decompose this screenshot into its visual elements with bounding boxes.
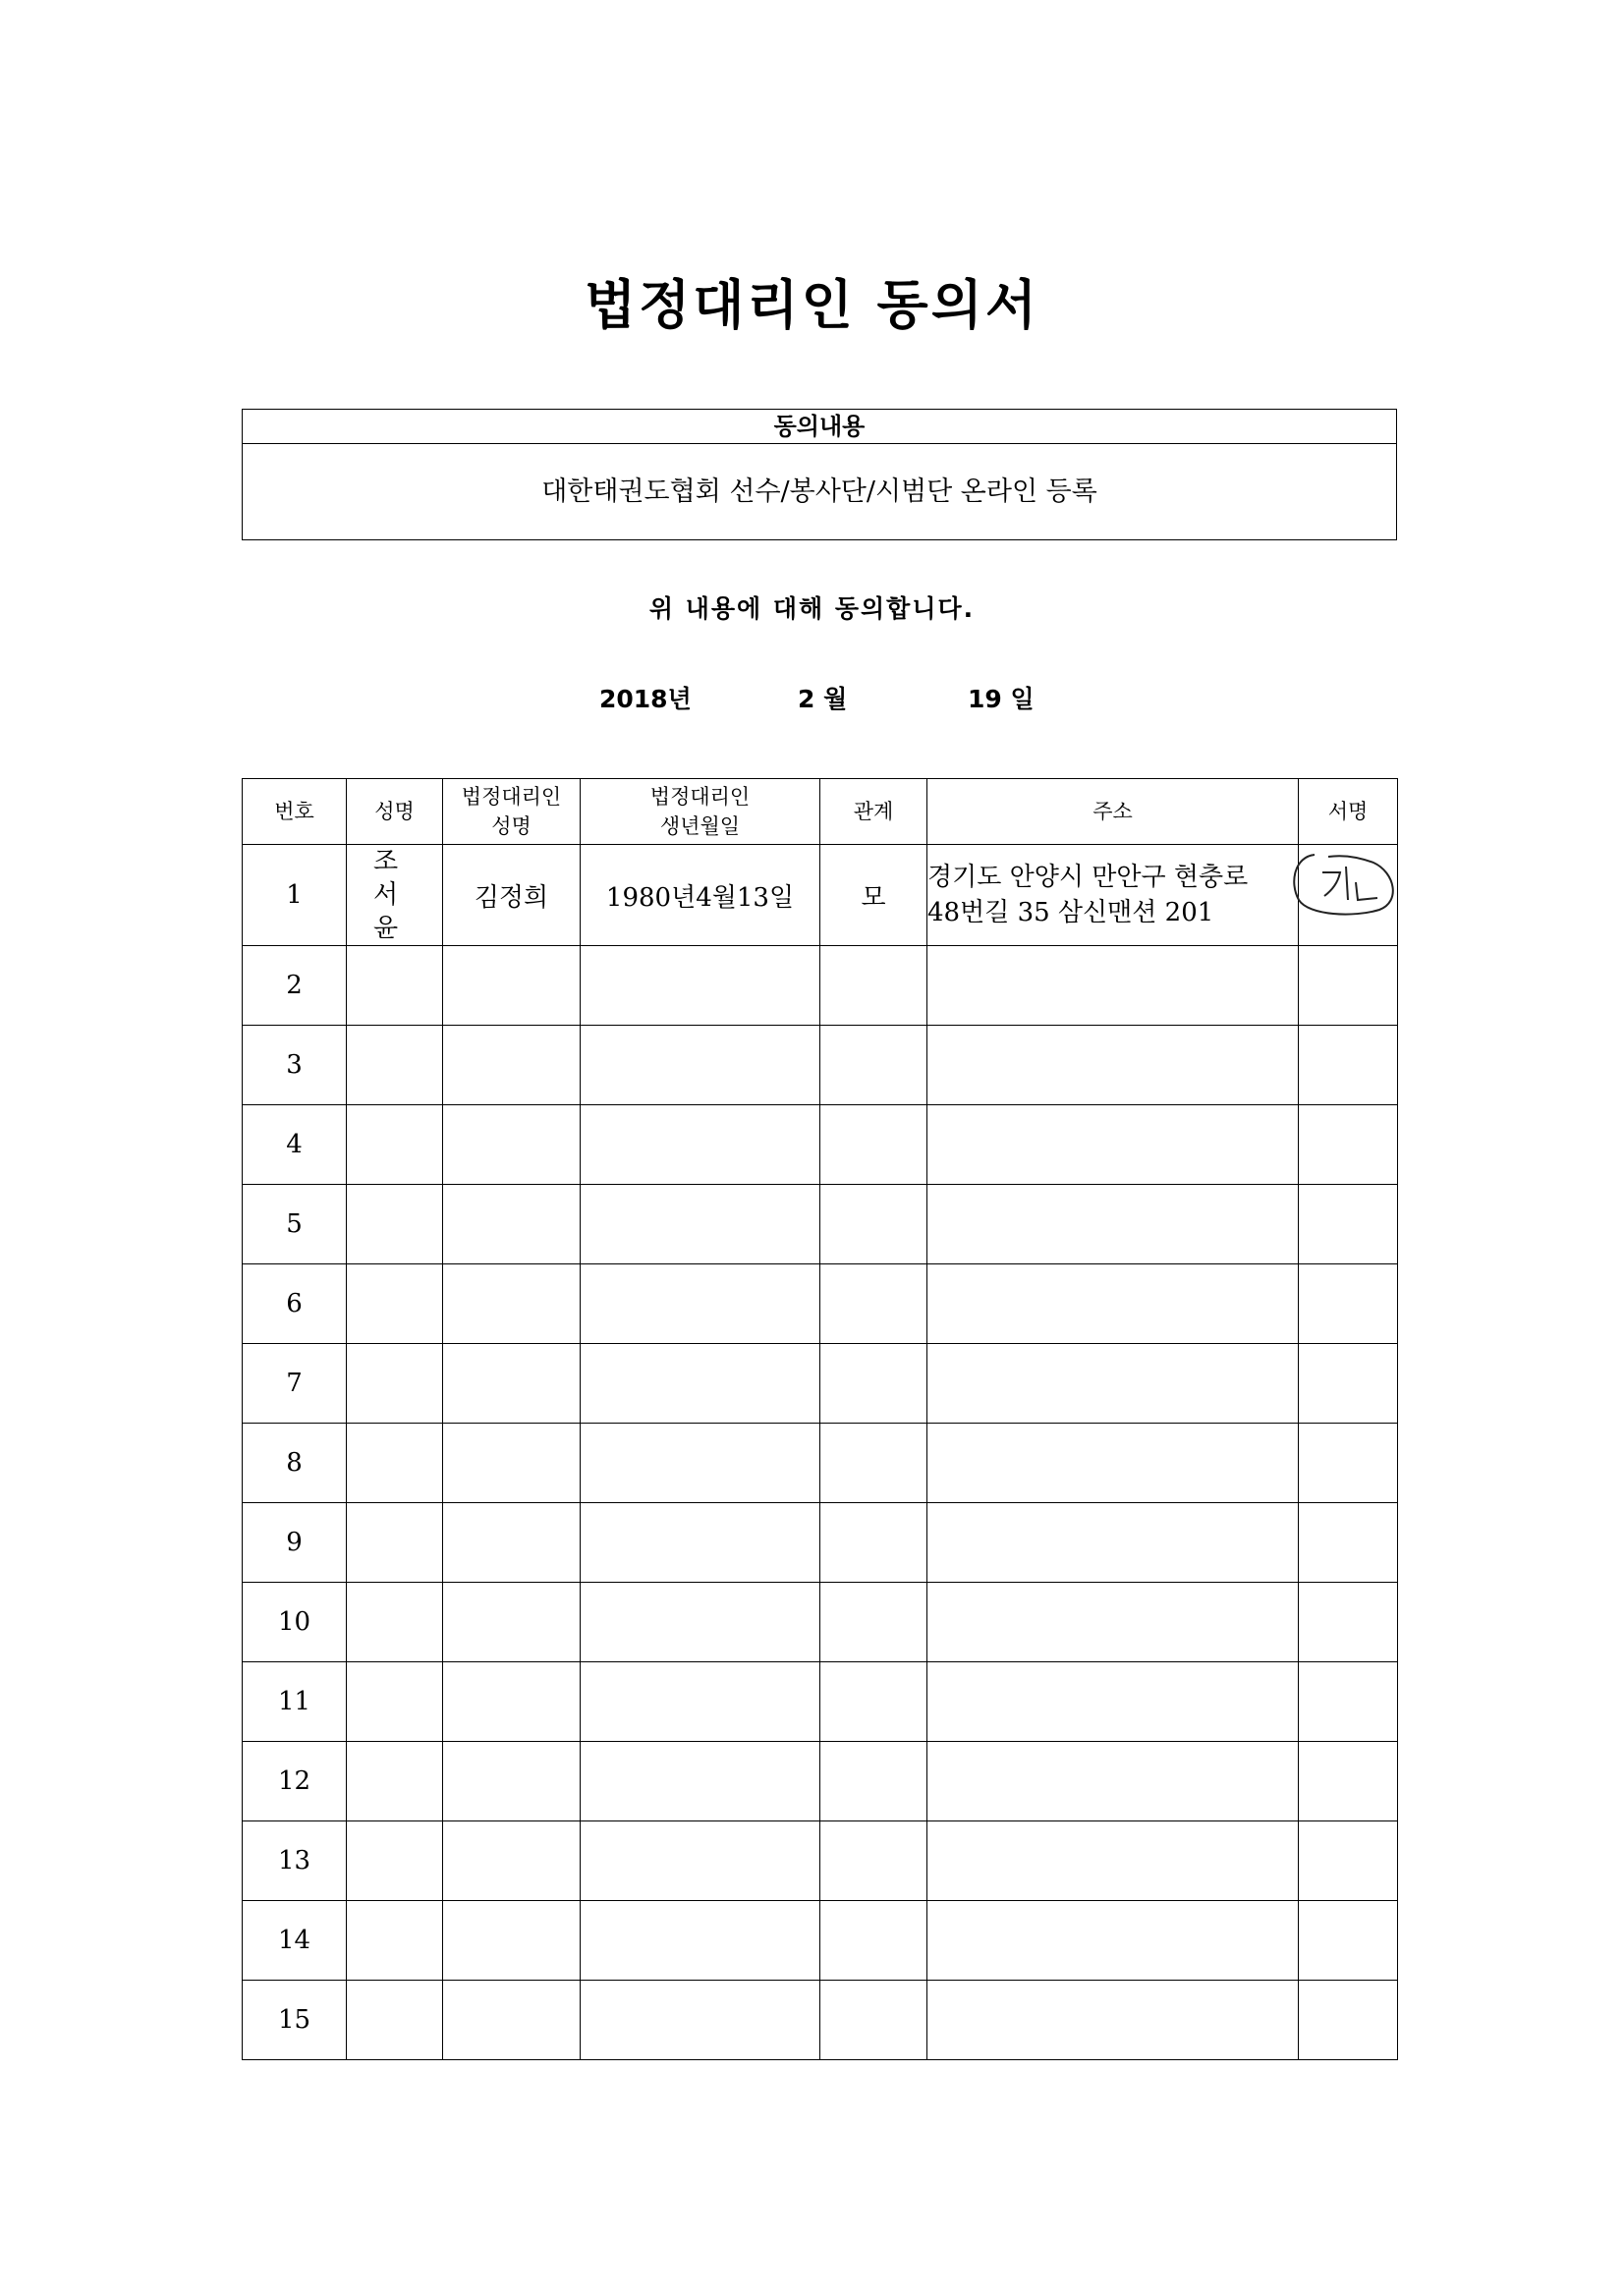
row-address (927, 1026, 1299, 1105)
row-address (927, 1901, 1299, 1981)
row-signature (1299, 1026, 1398, 1105)
row-relation (820, 1662, 927, 1742)
row-relation (820, 1503, 927, 1583)
row-guardian-birth (581, 1185, 820, 1264)
row-guardian-name (443, 1821, 581, 1901)
row-signature (1299, 1583, 1398, 1662)
table-row (243, 1583, 1398, 1662)
table-row (243, 1821, 1398, 1901)
row-guardian-name (443, 1424, 581, 1503)
row-name-line2: 윤 (372, 914, 417, 943)
row-name (347, 1503, 443, 1583)
row-name (347, 1105, 443, 1185)
row-name (347, 1742, 443, 1821)
header-guardian-name-line2: 성명 (491, 814, 532, 838)
table-row (243, 1344, 1398, 1424)
row-relation (820, 1742, 927, 1821)
row-relation (820, 1424, 927, 1503)
row-guardian-name (443, 1344, 581, 1424)
row-name (347, 1662, 443, 1742)
row-name (347, 946, 443, 1026)
row-name (347, 1583, 443, 1662)
header-guardian-name (443, 779, 581, 845)
row-guardian-birth (581, 1901, 820, 1981)
row-guardian-name (443, 946, 581, 1026)
row-signature (1299, 1344, 1398, 1424)
row-guardian-name (443, 1981, 581, 2060)
row-address (927, 1264, 1299, 1344)
row-guardian-birth: 1980년4월13일 (581, 845, 820, 946)
table-row (243, 845, 1398, 946)
row-address (927, 1105, 1299, 1185)
header-no: 번호 (243, 779, 347, 845)
row-number: 3 (243, 1026, 347, 1105)
row-relation (820, 1105, 927, 1185)
row-address (927, 1742, 1299, 1821)
table-row (243, 1026, 1398, 1105)
row-relation (820, 1901, 927, 1981)
row-signature (1299, 1662, 1398, 1742)
row-guardian-birth (581, 1662, 820, 1742)
row-guardian-name (443, 1105, 581, 1185)
row-guardian-name (443, 1264, 581, 1344)
row-address-line1: 경기도 안양시 만안구 현충로 (927, 863, 1249, 892)
row-address (927, 1344, 1299, 1424)
row-number: 8 (243, 1424, 347, 1503)
table-row (243, 1503, 1398, 1583)
row-signature (1299, 1821, 1398, 1901)
header-relation: 관계 (820, 779, 927, 845)
row-number: 13 (243, 1821, 347, 1901)
header-guardian-birth-line1: 법정대리인 (649, 785, 751, 809)
row-signature (1299, 1185, 1398, 1264)
header-address: 주소 (927, 779, 1299, 845)
consent-box (242, 409, 1397, 540)
row-number: 7 (243, 1344, 347, 1424)
row-guardian-name (443, 1026, 581, 1105)
row-relation (820, 1264, 927, 1344)
row-guardian-name (443, 1503, 581, 1583)
row-address (927, 1583, 1299, 1662)
row-relation (820, 1981, 927, 2060)
row-guardian-name (443, 1901, 581, 1981)
row-address-line2: 48번길 35 삼신맨션 201 (927, 898, 1214, 927)
row-number: 11 (243, 1662, 347, 1742)
row-name (347, 845, 443, 946)
row-number: 15 (243, 1981, 347, 2060)
row-guardian-birth (581, 1742, 820, 1821)
row-relation (820, 1821, 927, 1901)
row-name (347, 1821, 443, 1901)
table-row (243, 1105, 1398, 1185)
row-name (347, 1264, 443, 1344)
table-row (243, 1185, 1398, 1264)
row-relation (820, 1583, 927, 1662)
row-number: 4 (243, 1105, 347, 1185)
row-signature (1299, 1503, 1398, 1583)
row-name-line1: 조 서 (372, 847, 417, 910)
header-guardian-name-line1: 법정대리인 (461, 785, 562, 809)
row-relation (820, 1344, 927, 1424)
table-header-row (243, 779, 1398, 845)
row-name (347, 1424, 443, 1503)
row-number: 14 (243, 1901, 347, 1981)
row-guardian-birth (581, 1424, 820, 1503)
row-address (927, 845, 1299, 946)
row-name (347, 1185, 443, 1264)
row-relation (820, 1185, 927, 1264)
row-guardian-birth (581, 1344, 820, 1424)
row-guardian-birth (581, 1264, 820, 1344)
row-address (927, 1185, 1299, 1264)
table-row (243, 1901, 1398, 1981)
row-guardian-birth (581, 946, 820, 1026)
row-number: 9 (243, 1503, 347, 1583)
header-guardian-birth-line2: 생년월일 (659, 814, 741, 838)
date-day: 19 일 (968, 685, 1035, 713)
row-signature (1299, 1264, 1398, 1344)
row-signature (1299, 845, 1398, 946)
row-guardian-name (443, 1742, 581, 1821)
row-address (927, 1981, 1299, 2060)
row-guardian-birth (581, 1105, 820, 1185)
row-number: 1 (243, 845, 347, 946)
row-signature (1299, 946, 1398, 1026)
header-name: 성명 (347, 779, 443, 845)
date-month: 2 월 (798, 685, 848, 713)
consent-header: 동의내용 (243, 410, 1396, 444)
row-relation (820, 1026, 927, 1105)
table-row (243, 1264, 1398, 1344)
table-row (243, 1424, 1398, 1503)
row-signature (1299, 1981, 1398, 2060)
row-guardian-name: 김정희 (443, 845, 581, 946)
row-guardian-birth (581, 1981, 820, 2060)
row-guardian-birth (581, 1583, 820, 1662)
date-year: 2018년 (599, 685, 692, 713)
header-guardian-birth (581, 779, 820, 845)
table-row (243, 946, 1398, 1026)
row-number: 12 (243, 1742, 347, 1821)
table-row (243, 1662, 1398, 1742)
row-name (347, 1901, 443, 1981)
row-number: 6 (243, 1264, 347, 1344)
row-name (347, 1981, 443, 2060)
handwritten-signature (1285, 843, 1403, 922)
row-guardian-birth (581, 1503, 820, 1583)
row-guardian-name (443, 1185, 581, 1264)
row-number: 10 (243, 1583, 347, 1662)
table-row (243, 1742, 1398, 1821)
row-guardian-name (443, 1583, 581, 1662)
table-row (243, 1981, 1398, 2060)
row-name (347, 1344, 443, 1424)
row-guardian-birth (581, 1026, 820, 1105)
row-guardian-birth (581, 1821, 820, 1901)
row-name (347, 1026, 443, 1105)
row-signature (1299, 1901, 1398, 1981)
row-signature (1299, 1105, 1398, 1185)
row-address (927, 1424, 1299, 1503)
row-address (927, 1662, 1299, 1742)
row-number: 2 (243, 946, 347, 1026)
row-address (927, 1503, 1299, 1583)
row-address (927, 1821, 1299, 1901)
guardian-table (242, 778, 1398, 2060)
row-signature (1299, 1742, 1398, 1821)
row-relation (820, 946, 927, 1026)
agree-statement: 위 내용에 대해 동의합니다. (648, 594, 976, 623)
row-relation: 모 (820, 845, 927, 946)
consent-text: 대한태권도협회 선수/봉사단/시범단 온라인 등록 (541, 476, 1097, 507)
document-title: 법정대리인 동의서 (584, 274, 1040, 336)
row-number: 5 (243, 1185, 347, 1264)
row-signature (1299, 1424, 1398, 1503)
row-address (927, 946, 1299, 1026)
header-signature: 서명 (1299, 779, 1398, 845)
row-guardian-name (443, 1662, 581, 1742)
